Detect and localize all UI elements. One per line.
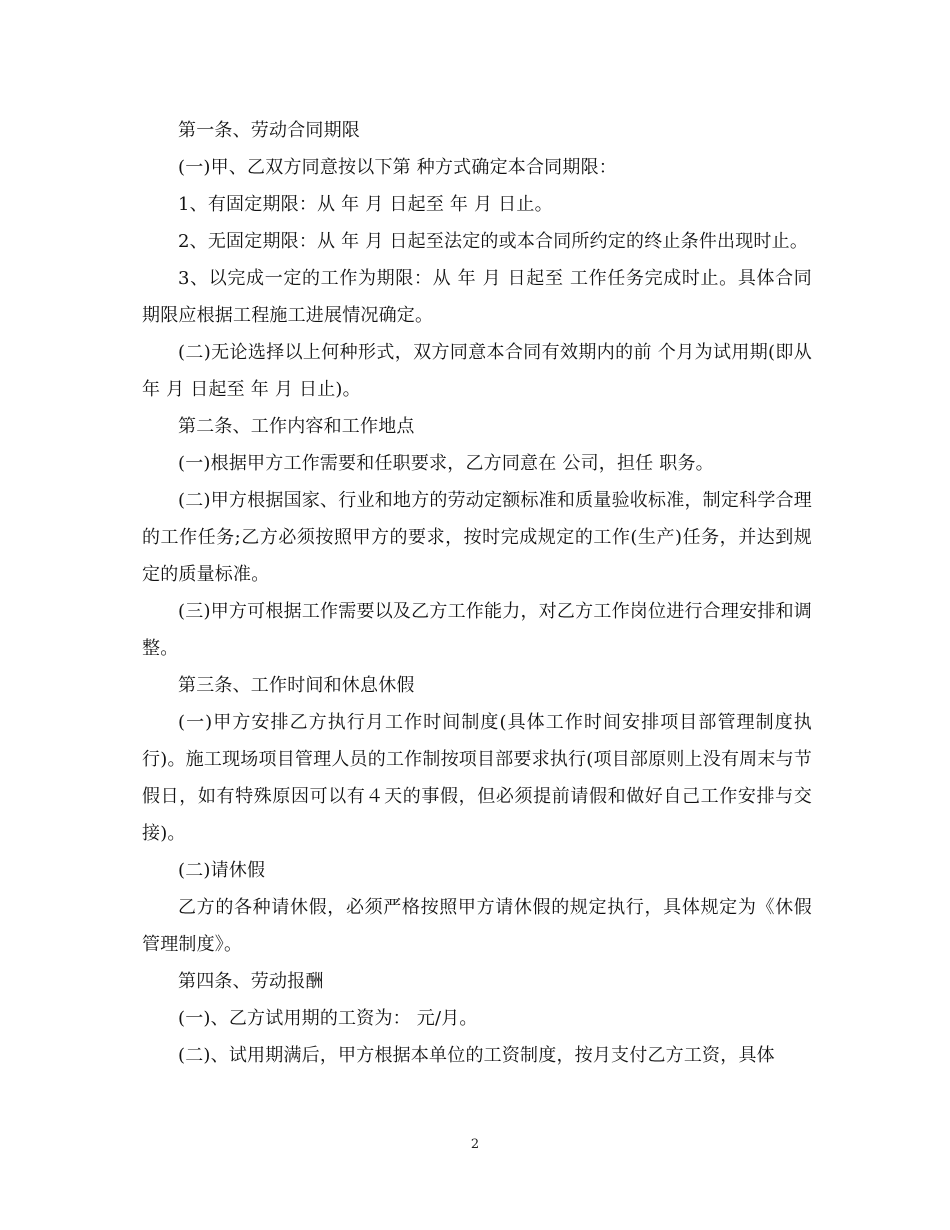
- article-4-heading: 第四条、劳动报酬: [178, 971, 324, 992]
- paragraph-position: (一)根据甲方工作需要和任职要求，乙方同意在 公司，担任 职务。: [178, 453, 714, 474]
- paragraph-regular-salary: (二)、试用期满后，甲方根据本单位的工资制度，按月支付乙方工资，具体: [178, 1045, 775, 1066]
- paragraph-working-hours: (一)甲方安排乙方执行月工作时间制度(具体工作时间安排项目部管理制度执行)。施工现场项目管理人员的工作制按项目部要求执行(项目部原则上没有周末与节假日，如有特殊原因可以有４天的事假，但必须提前请假和做好自己工作安排与交接)。: [142, 712, 812, 844]
- paragraph-leave-rules: 乙方的各种请休假，必须严格按照甲方请休假的规定执行，具体规定为《休假管理制度》。: [142, 897, 812, 955]
- article-2-heading: 第二条、工作内容和工作地点: [178, 416, 415, 437]
- article-1-heading: 第一条、劳动合同期限: [178, 120, 360, 141]
- paragraph-open-term: 2、无固定期限：从 年 月 日起至法定的或本合同所约定的终止条件出现时止。: [178, 231, 809, 252]
- article-3-heading: 第三条、工作时间和休息休假: [178, 675, 415, 696]
- paragraph-leave-heading: (二)请休假: [178, 860, 266, 881]
- paragraph-job-adjustment: (三)甲方可根据工作需要以及乙方工作能力，对乙方工作岗位进行合理安排和调整。: [142, 601, 812, 659]
- paragraph-task-term: 3、以完成一定的工作为期限：从 年 月 日起至 工作任务完成时止。具体合同期限应根据工程施工进展情况确定。: [142, 268, 812, 326]
- document-body: [142, 112, 812, 1074]
- paragraph-work-tasks: (二)甲方根据国家、行业和地方的劳动定额标准和质量验收标准，制定科学合理的工作任务;乙方必须按照甲方的要求，按时完成规定的工作(生产)任务，并达到规定的质量标准。: [142, 490, 812, 585]
- paragraph-fixed-term: 1、有固定期限：从 年 月 日起至 年 月 日止。: [178, 194, 553, 215]
- paragraph-probation-salary: (一)、乙方试用期的工资为： 元/月。: [178, 1008, 478, 1029]
- page-number: 2: [470, 1137, 480, 1152]
- paragraph-term-selection: (一)甲、乙双方同意按以下第 种方式确定本合同期限：: [178, 157, 617, 178]
- paragraph-probation: (二)无论选择以上何种形式，双方同意本合同有效期内的前 个月为试用期(即从 年 月 日起至 年 月 日止)。: [142, 342, 812, 400]
